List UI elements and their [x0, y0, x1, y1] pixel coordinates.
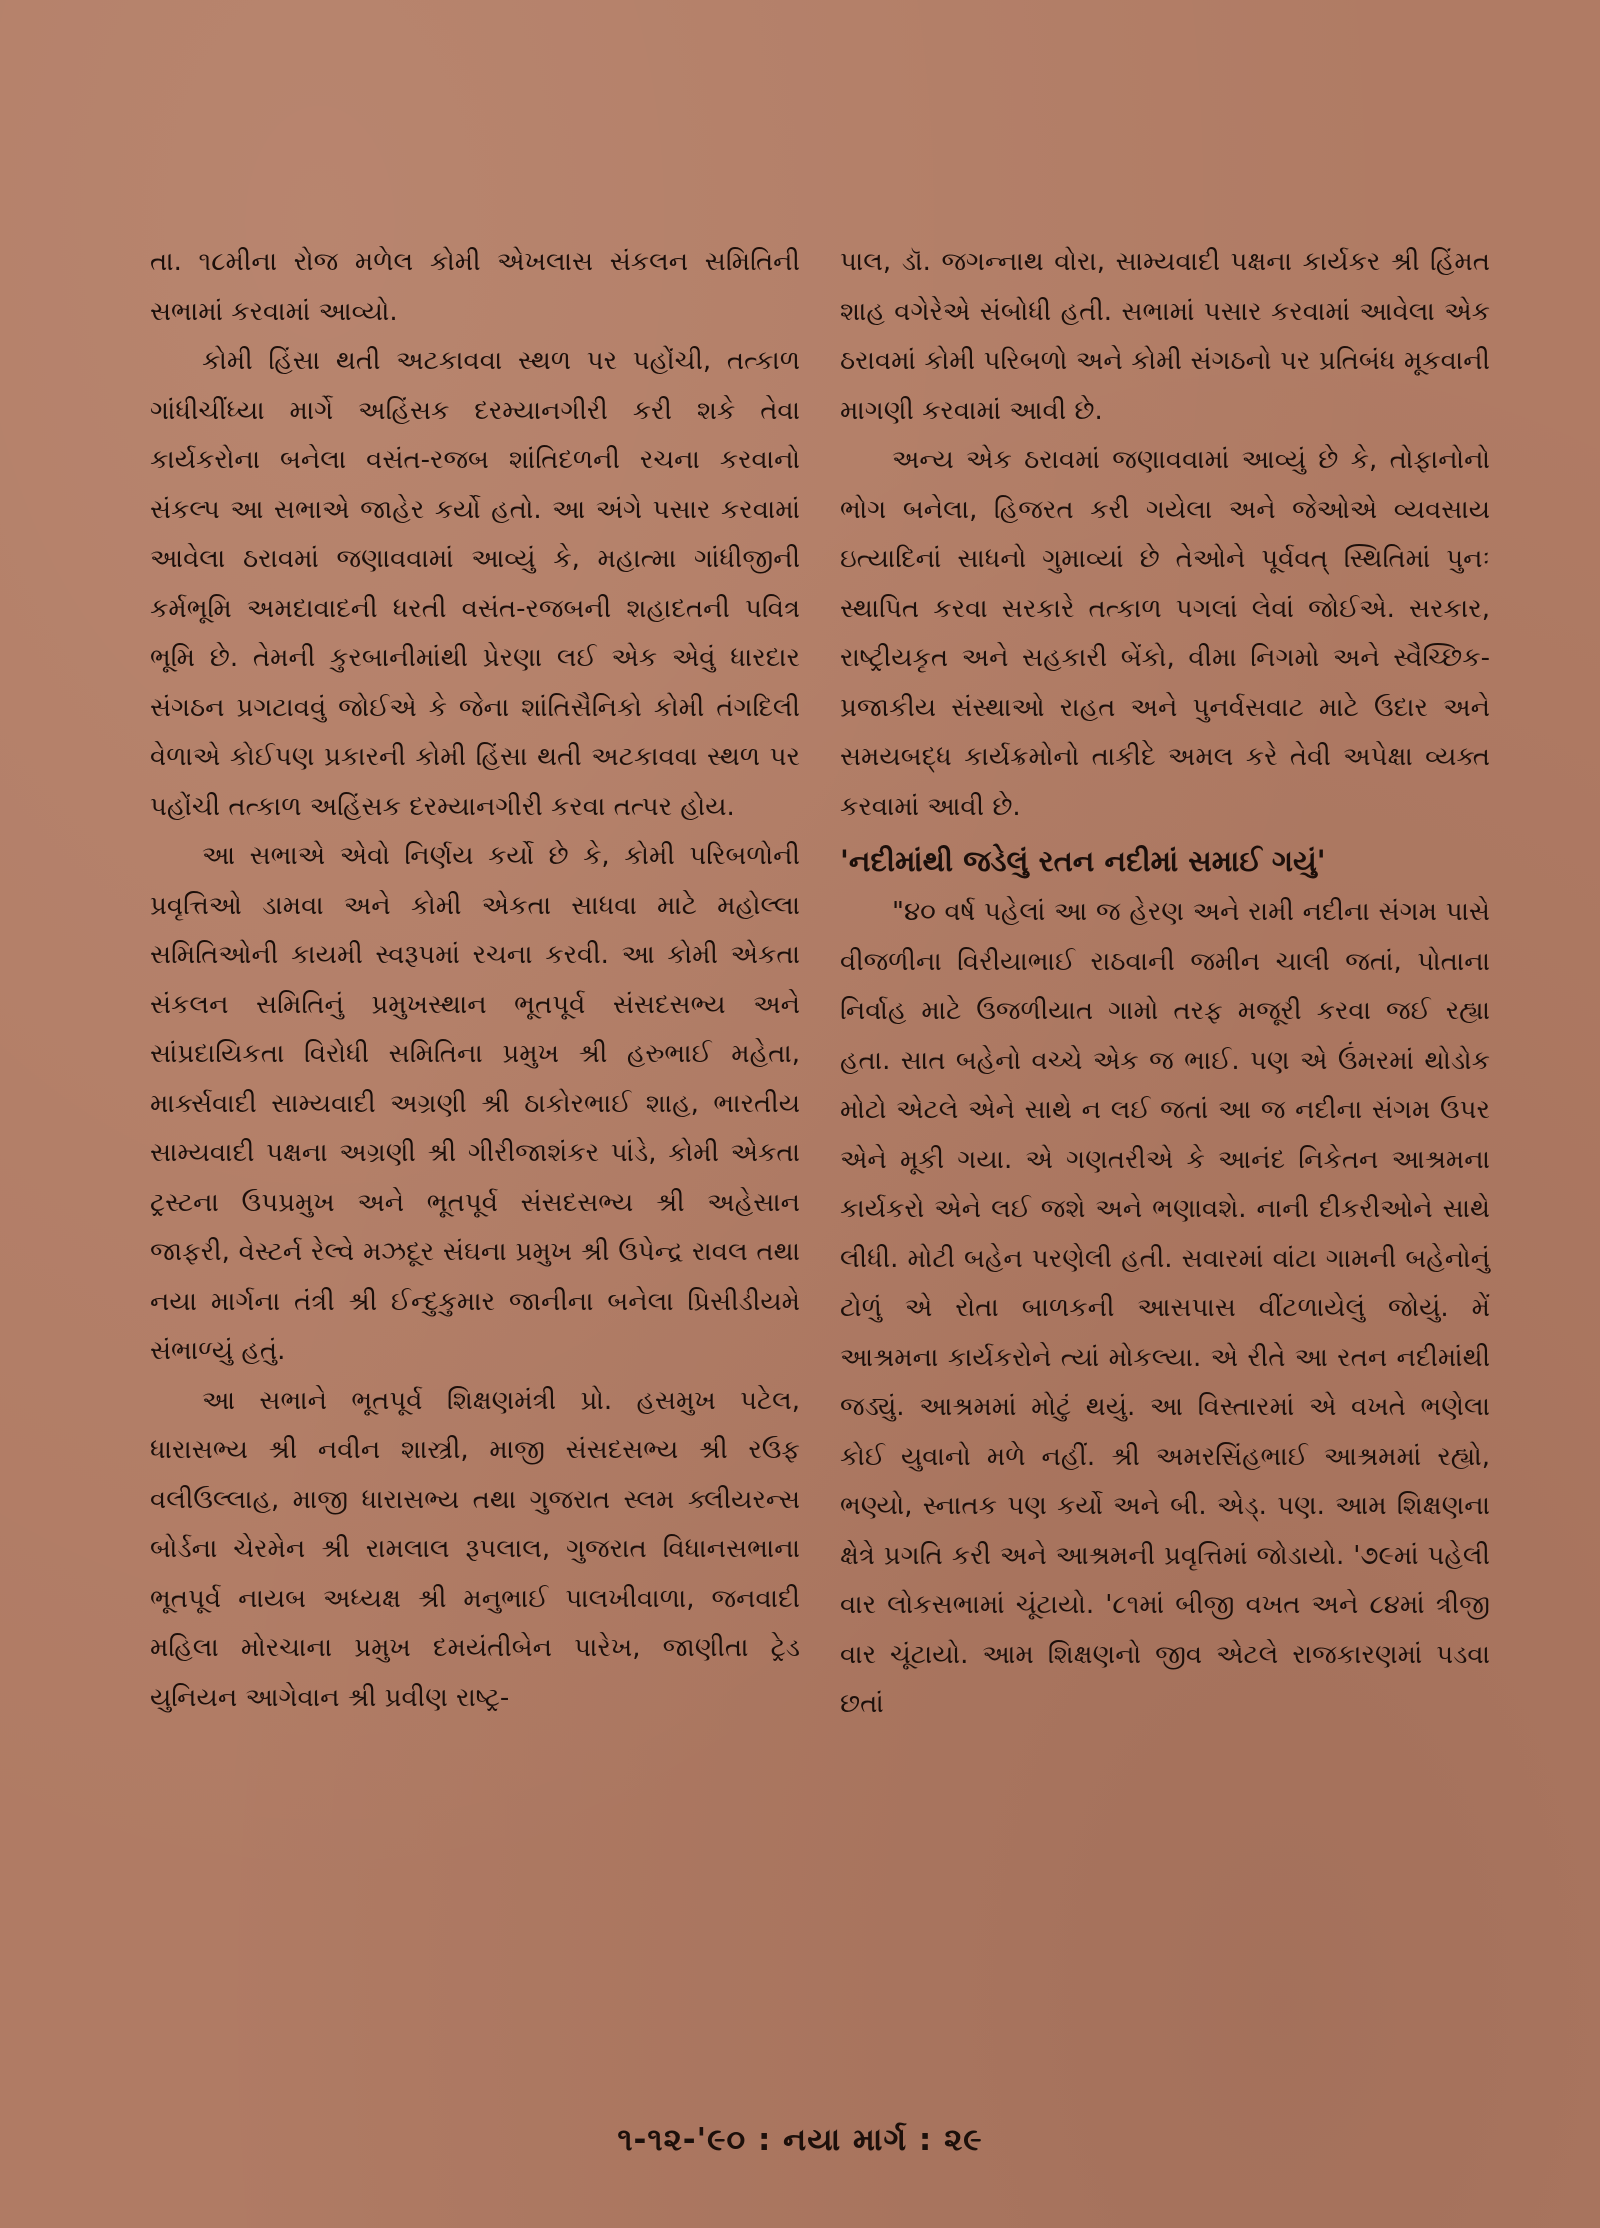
left-paragraph-4: આ સભાને ભૂતપૂર્વ શિક્ષણમંત્રી પ્રો. હસમુખ પટેલ, ધારાસભ્ય શ્રી નવીન શાસ્ત્રી, માજી સંસદસભ્ય શ્રી રઉફ વલીઉલ્લાહ, માજી ધારાસભ્ય તથા ગુજરાત સ્લમ ક્લીયરન્સ બોર્ડના ચેરમેન શ્રી રામલાલ રૂપલાલ, ગુજરાત વિધાનસભાના ભૂતપૂર્વ નાયબ અધ્યક્ષ શ્રી મનુભાઈ પાલખીવાળા, જનવાદી મહિલા મોરચાના પ્રમુખ દમયંતીબેન પારેખ, જાણીતા ટ્રેડ યુનિયન આગેવાન શ્રી પ્રવીણ રાષ્ટ્ર-: [150, 1385, 800, 1713]
left-paragraph-1: તા. ૧૮મીના રોજ મળેલ કોમી એખલાસ સંકલન સમિતિની સભામાં કરવામાં આવ્યો.: [150, 247, 800, 327]
left-paragraph-3: આ સભાએ એવો નિર્ણય કર્યો છે કે, કોમી પરિબળોની પ્રવૃત્તિઓ ડામવા અને કોમી એકતા સાધવા માટે મહોલ્લા સમિતિઓની કાયમી સ્વરૂપમાં રચના કરવી. આ કોમી એકતા સંકલન સમિતિનું પ્રમુખસ્થાન ભૂતપૂર્વ સંસદસભ્ય અને સાંપ્રદાયિકતા વિરોધી સમિતિના પ્રમુખ શ્રી હરુભાઈ મહેતા, માર્ક્સવાદી સામ્યવાદી અગ્રણી શ્રી ઠાકોરભાઈ શાહ, ભારતીય સામ્યવાદી પક્ષના અગ્રણી શ્રી ગીરીજાશંકર પાંડે, કોમી એકતા ટ્રસ્ટના ઉપપ્રમુખ અને ભૂતપૂર્વ સંસદસભ્ય શ્રી અહેસાન જાફરી, વેસ્ટર્ન રેલ્વે મઝદૂર સંઘના પ્રમુખ શ્રી ઉપેન્દ્ર રાવલ તથા નયા માર્ગના તંત્રી શ્રી ઈન્દુકુમાર જાનીના બનેલા પ્રિસીડીયમે સંભાળ્યું હતું.: [150, 841, 800, 1366]
right-paragraph-3: "૪૦ વર્ષ પહેલાં આ જ હેરણ અને રામી નદીના સંગમ પાસે વીજળીના વિરીયાભાઈ રાઠવાની જમીન ચાલી જતાં, પોતાના નિર્વાહ માટે ઉજળીયાત ગામો તરફ મજૂરી કરવા જઈ રહ્યા હતા. સાત બહેનો વચ્ચે એક જ ભાઈ. પણ એ ઉંમરમાં થોડોક મોટો એટલે એને સાથે ન લઈ જતાં આ જ નદીના સંગમ ઉપર એને મૂકી ગયા. એ ગણતરીએ કે આનંદ નિકેતન આશ્રમના કાર્યકરો એને લઈ જશે અને ભણાવશે. નાની દીકરીઓને સાથે લીધી. મોટી બહેન પરણેલી હતી. સવારમાં વાંટા ગામની બહેનોનું ટોળું એ રોતા બાળકની આસપાસ વીંટળાયેલું જોયું. મેં આશ્રમના કાર્યકરોને ત્યાં મોકલ્યા. એ રીતે આ રતન નદીમાંથી જડ્યું. આશ્રમમાં મોટું થયું. આ વિસ્તારમાં એ વખતે ભણેલા કોઈ યુવાનો મળે નહીં. શ્રી અમરસિંહભાઈ આશ્રમમાં રહ્યો, ભણ્યો, સ્નાતક પણ કર્યો અને બી. એડ્. પણ. આમ શિક્ષણના ક્ષેત્રે પ્રગતિ કરી અને આશ્રમની પ્રવૃત્તિમાં જોડાયો. '૭૯માં પહેલી વાર લોકસભામાં ચૂંટાયો. '૮૧માં બીજી વખત અને ૮૪માં ત્રીજી વાર ચૂંટાયો. આમ શિક્ષણનો જીવ એટલે રાજકારણમાં પડવા છતાં: [840, 897, 1490, 1719]
left-column: [150, 238, 800, 1723]
section-subheading: 'નદીમાંથી જડેલું રતન નદીમાં સમાઈ ગયું': [840, 844, 1326, 878]
right-paragraph-2: અન્ય એક ઠરાવમાં જણાવવામાં આવ્યું છે કે, તોફાનોનો ભોગ બનેલા, હિજરત કરી ગયેલા અને જેઓએ વ્યવસાય ઇત્યાદિનાં સાધનો ગુમાવ્યાં છે તેઓને પૂર્વવત્ સ્થિતિમાં પુનઃ સ્થાપિત કરવા સરકારે તત્કાળ પગલાં લેવાં જોઈએ. સરકાર, રાષ્ટ્રીયકૃત અને સહકારી બેંકો, વીમા નિગમો અને સ્વૈચ્છિક-પ્રજાકીય સંસ્થાઓ રાહત અને પુનર્વસવાટ માટે ઉદાર અને સમયબદ્ધ કાર્યક્રમોનો તાકીદે અમલ કરે તેવી અપેક્ષા વ્યક્ત કરવામાં આવી છે.: [840, 445, 1490, 822]
page-footer: ૧-૧૨-'૯૦ : નયા માર્ગ : ૨૯: [617, 2122, 983, 2158]
left-paragraph-2: કોમી હિંસા થતી અટકાવવા સ્થળ પર પહોંચી, તત્કાળ ગાંધીચીંધ્યા માર્ગે અહિંસક દરમ્યાનગીરી કરી શકે તેવા કાર્યકરોના બનેલા વસંત-રજબ શાંતિદળની રચના કરવાનો સંકલ્પ આ સભાએ જાહેર કર્યો હતો. આ અંગે પસાર કરવામાં આવેલા ઠરાવમાં જણાવવામાં આવ્યું કે, મહાત્મા ગાંધીજીની કર્મભૂમિ અમદાવાદની ધરતી વસંત-રજબની શહાદતની પવિત્ર ભૂમિ છે. તેમની કુરબાનીમાંથી પ્રેરણા લઈ એક એવું ધારદાર સંગઠન પ્રગટાવવું જોઈએ કે જેના શાંતિસૈનિકો કોમી તંગદિલી વેળાએ કોઈપણ પ્રકારની કોમી હિંસા થતી અટકાવવા સ્થળ પર પહોંચી તત્કાળ અહિંસક દરમ્યાનગીરી કરવા તત્પર હોય.: [150, 346, 800, 822]
right-paragraph-1: પાલ, ડૉ. જગન્નાથ વોરા, સામ્યવાદી પક્ષના કાર્યકર શ્રી હિંમત શાહ વગેરેએ સંબોધી હતી. સભામાં પસાર કરવામાં આવેલા એક ઠરાવમાં કોમી પરિબળો અને કોમી સંગઠનો પર પ્રતિબંધ મૂકવાની માગણી કરવામાં આવી છે.: [840, 247, 1490, 426]
right-column: [840, 238, 1490, 1730]
